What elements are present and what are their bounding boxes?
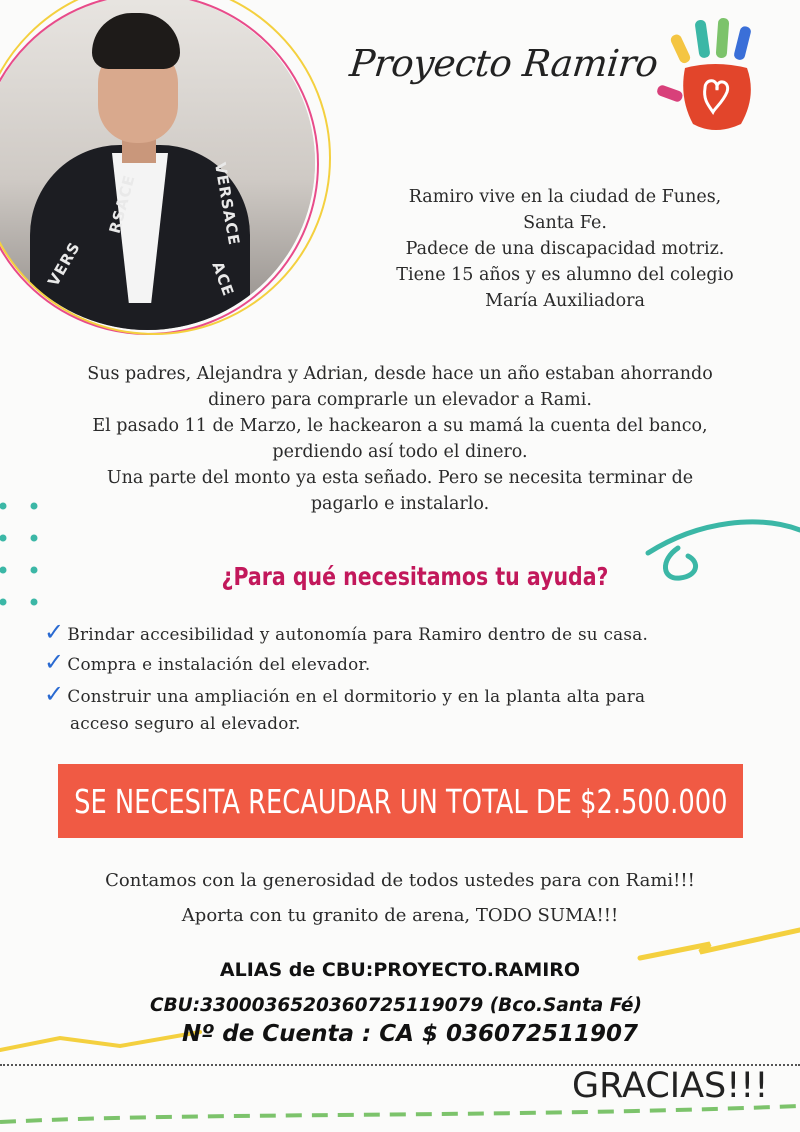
intro-line: Santa Fe. xyxy=(523,213,607,233)
photo-rings xyxy=(0,0,334,348)
story-line: dinero para comprarle un elevador a Rami. xyxy=(208,390,592,410)
goal-banner xyxy=(58,764,743,838)
intro-text xyxy=(340,184,790,314)
list-item-continuation: acceso seguro al elevador. xyxy=(70,713,301,733)
teal-curl xyxy=(648,522,800,553)
story-line: El pasado 11 de Marzo, le hackearon a su mamá la cuenta del banco, xyxy=(92,416,708,436)
account-number: Nº de Cuenta : CA $ 036072511907 xyxy=(182,1021,638,1047)
handprint-heart-icon xyxy=(655,16,773,138)
list-item-text: Compra e instalación del elevador. xyxy=(67,654,371,674)
story-line: Sus padres, Alejandra y Adrian, desde hace un año estaban ahorrando xyxy=(87,364,713,384)
intro-line: Ramiro vive en la ciudad de Funes, xyxy=(408,187,722,207)
story-line: perdiendo así todo el dinero. xyxy=(272,442,528,462)
list-item-text: Brindar accesibilidad y autonomía para Ramiro dentro de su casa. xyxy=(67,624,649,644)
list-item xyxy=(44,618,648,646)
checkmark-icon: ✓ xyxy=(44,648,65,676)
cbu-alias: ALIAS de CBU:PROYECTO.RAMIRO xyxy=(219,959,581,981)
thanks-line: Contamos con la generosidad de todos ustedes para con Rami!!! xyxy=(105,870,695,891)
cbu-number: CBU:3300036520360725119079 (Bco.Santa Fé) xyxy=(150,995,642,1016)
intro-line: Padece de una discapacidad motriz. xyxy=(405,239,725,259)
checkmark-icon: ✓ xyxy=(44,680,65,708)
green-dashed-line xyxy=(0,1106,800,1122)
help-heading: ¿Para qué necesitamos tu ayuda? xyxy=(221,562,609,591)
story-line: Una parte del monto ya esta señado. Pero se necesita terminar de xyxy=(106,468,694,488)
intro-line: María Auxiliadora xyxy=(485,291,645,311)
story-line: pagarlo e instalarlo. xyxy=(310,494,490,514)
yellow-zigzag-left xyxy=(0,1032,200,1050)
ramiro-photo: RSACE VERSACE VERS ACE xyxy=(0,0,315,330)
list-item xyxy=(44,648,370,676)
project-title: Proyecto Ramiro xyxy=(347,42,660,85)
list-item-text: Construir una ampliación en el dormitorio y en la planta alta para xyxy=(67,686,646,706)
teal-dots xyxy=(0,503,38,606)
thanks-line: Aporta con tu granito de arena, TODO SUMA!!! xyxy=(181,905,619,926)
goal-banner-text: SE NECESITA RECAUDAR UN TOTAL DE $2.500.000 xyxy=(73,781,728,821)
gracias-text: GRACIAS!!! xyxy=(572,1066,769,1106)
yellow-zigzag-right xyxy=(640,930,800,958)
list-item xyxy=(44,680,645,708)
story-text xyxy=(18,361,782,517)
checkmark-icon: ✓ xyxy=(44,618,65,646)
intro-line: Tiene 15 años y es alumno del colegio xyxy=(396,265,734,285)
